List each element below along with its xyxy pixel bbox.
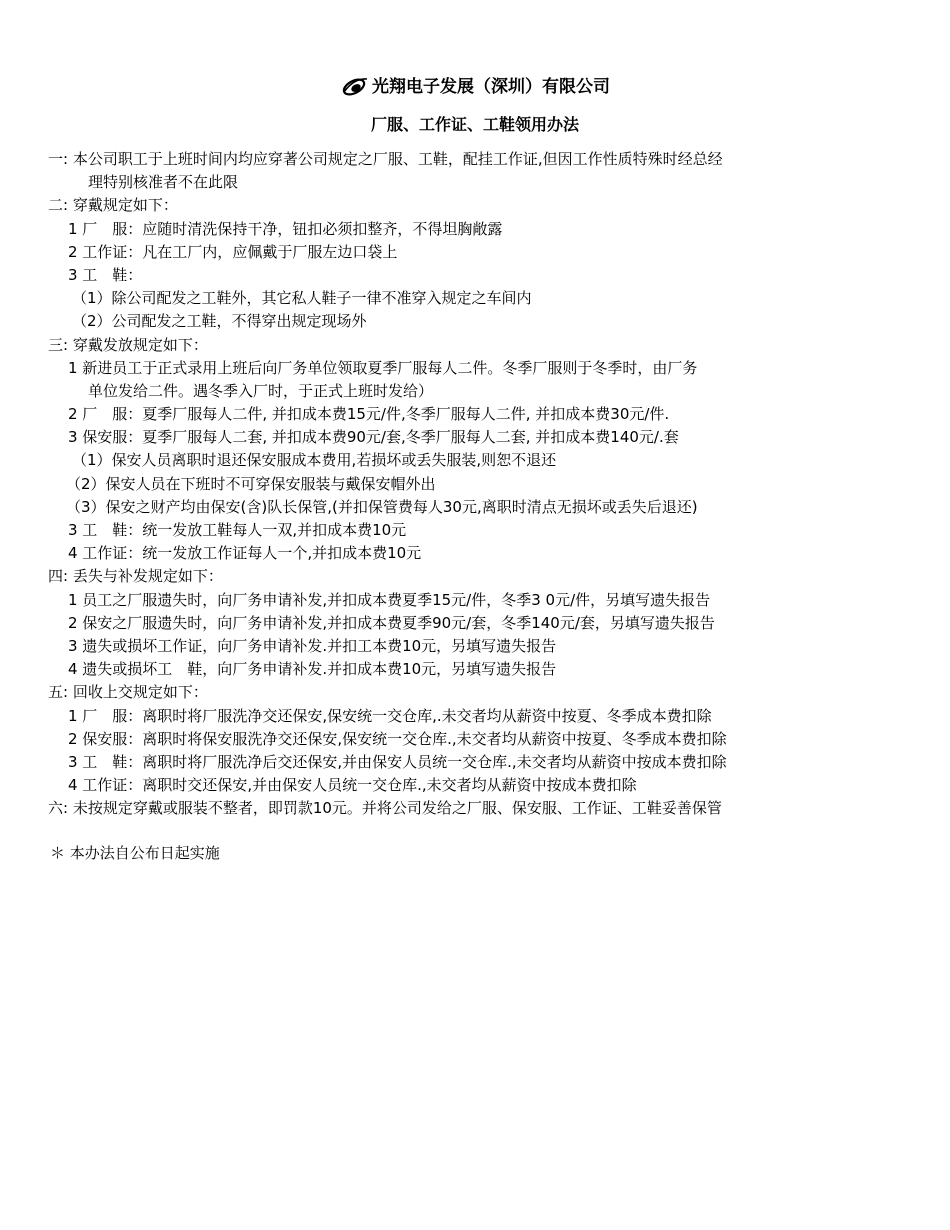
section-5-item-4: 4 工作证：离职时交还保安,并由保安人员统一交仓库.,未交者均从薪资中按成本费扣除 xyxy=(68,776,637,795)
section-3-heading: 三: 穿戴发放规定如下： xyxy=(48,335,208,354)
section-4-item-2: 2 保安之厂服遗失时，向厂务申请补发,并扣成本费夏季90元/套，冬季140元/套，另填写遗失报告 xyxy=(68,613,715,632)
regulation-body xyxy=(48,148,938,820)
section-3-item-1-continuation: 单位发给二件。遇冬季入厂时，于正式上班时发给） xyxy=(88,381,434,400)
section-5-item-1: 1 厂 服：离职时将厂服洗净交还保安,保安统一交仓库,.未交者均从薪资中按夏、冬季成本费扣除 xyxy=(68,706,712,725)
section-3-item-3: 3 保安服：夏季厂服每人二套, 并扣成本费90元/套,冬季厂服每人二套, 并扣成本费140元/.套 xyxy=(68,428,679,447)
section-5-heading: 五: 回收上交规定如下： xyxy=(48,683,208,702)
section-2-heading: 二: 穿戴规定如下： xyxy=(48,196,178,215)
section-4-item-4: 4 遗失或损坏工 鞋，向厂务申请补发.并扣成本费10元，另填写遗失报告 xyxy=(68,660,557,679)
section-4-item-1: 1 员工之厂服遗失时，向厂务申请补发,并扣成本费夏季15元/件，冬季3 0元/件，另填写遗失报告 xyxy=(68,590,711,609)
company-logo-icon xyxy=(340,74,370,103)
company-name: 光翔电子发展（深圳）有限公司 xyxy=(372,77,610,97)
section-3-item-1: 1 新进员工于正式录用上班后向厂务单位领取夏季厂服每人二件。冬季厂服则于冬季时，由厂务 xyxy=(68,358,698,377)
section-2-item-3: 3 工 鞋： xyxy=(68,265,143,284)
company-header xyxy=(0,74,950,103)
section-2-item-2: 2 工作证：凡在工厂内，应佩戴于厂服左边口袋上 xyxy=(68,242,398,261)
section-2-sub-2: （2）公司配发之工鞋，不得穿出规定现场外 xyxy=(72,312,367,331)
section-5-item-3: 3 工 鞋：离职时将厂服洗净后交还保安,并由保安人员统一交仓库.,未交者均从薪资中按成本费扣除 xyxy=(68,752,727,771)
section-5-item-2: 2 保安服：离职时将保安服洗净交还保安,保安统一交仓库.,未交者均从薪资中按夏、冬季成本费扣除 xyxy=(68,729,727,748)
section-3-sub-2: （2）保安人员在下班时不可穿保安服装与戴保安帽外出 xyxy=(66,474,436,493)
section-2-item-1: 1 厂 服：应随时清洗保持干净，钮扣必须扣整齐，不得坦胸敞露 xyxy=(68,219,503,238)
section-4-heading: 四: 丢失与补发规定如下： xyxy=(48,567,223,586)
section-1-continuation: 理特别核准者不在此限 xyxy=(88,173,239,192)
section-3-item-4: 3 工 鞋：统一发放工鞋每人一双,并扣成本费10元 xyxy=(68,521,407,539)
document-title: 厂服、工作证、工鞋领用办法 xyxy=(370,115,579,134)
section-2-sub-1: （1）除公司配发之工鞋外，其它私人鞋子一律不准穿入规定之车间内 xyxy=(72,289,532,308)
section-3-item-5: 4 工作证：统一发放工作证每人一个,并扣成本费10元 xyxy=(68,544,422,563)
section-3-sub-1: （1）保安人员离职时退还保安服成本费用,若损坏或丢失服装,则恕不退还 xyxy=(72,451,557,470)
section-3-item-2: 2 厂 服：夏季厂服每人二件, 并扣成本费15元/件,冬季厂服每人二件, 并扣成本费30元/件. xyxy=(68,405,670,424)
section-6-line: 六: 未按规定穿戴或服装不整者，即罚款10元。并将公司发给之厂服、保安服、工作证、工鞋妥善保管 xyxy=(48,799,722,818)
section-4-item-3: 3 遗失或损坏工作证，向厂务申请补发.并扣工本费10元，另填写遗失报告 xyxy=(68,636,557,655)
effective-date-note: ＊ 本办法自公布日起实施 xyxy=(50,844,220,862)
section-3-sub-3: （3）保安之财产均由保安(含)队长保管,(并扣保管费每人30元,离职时清点无损坏或丢失后退还) xyxy=(66,497,698,516)
section-1-line: 一: 本公司职工于上班时间内均应穿著公司规定之厂服、工鞋，配挂工作证,但因工作性质特殊时经总经 xyxy=(48,150,723,168)
